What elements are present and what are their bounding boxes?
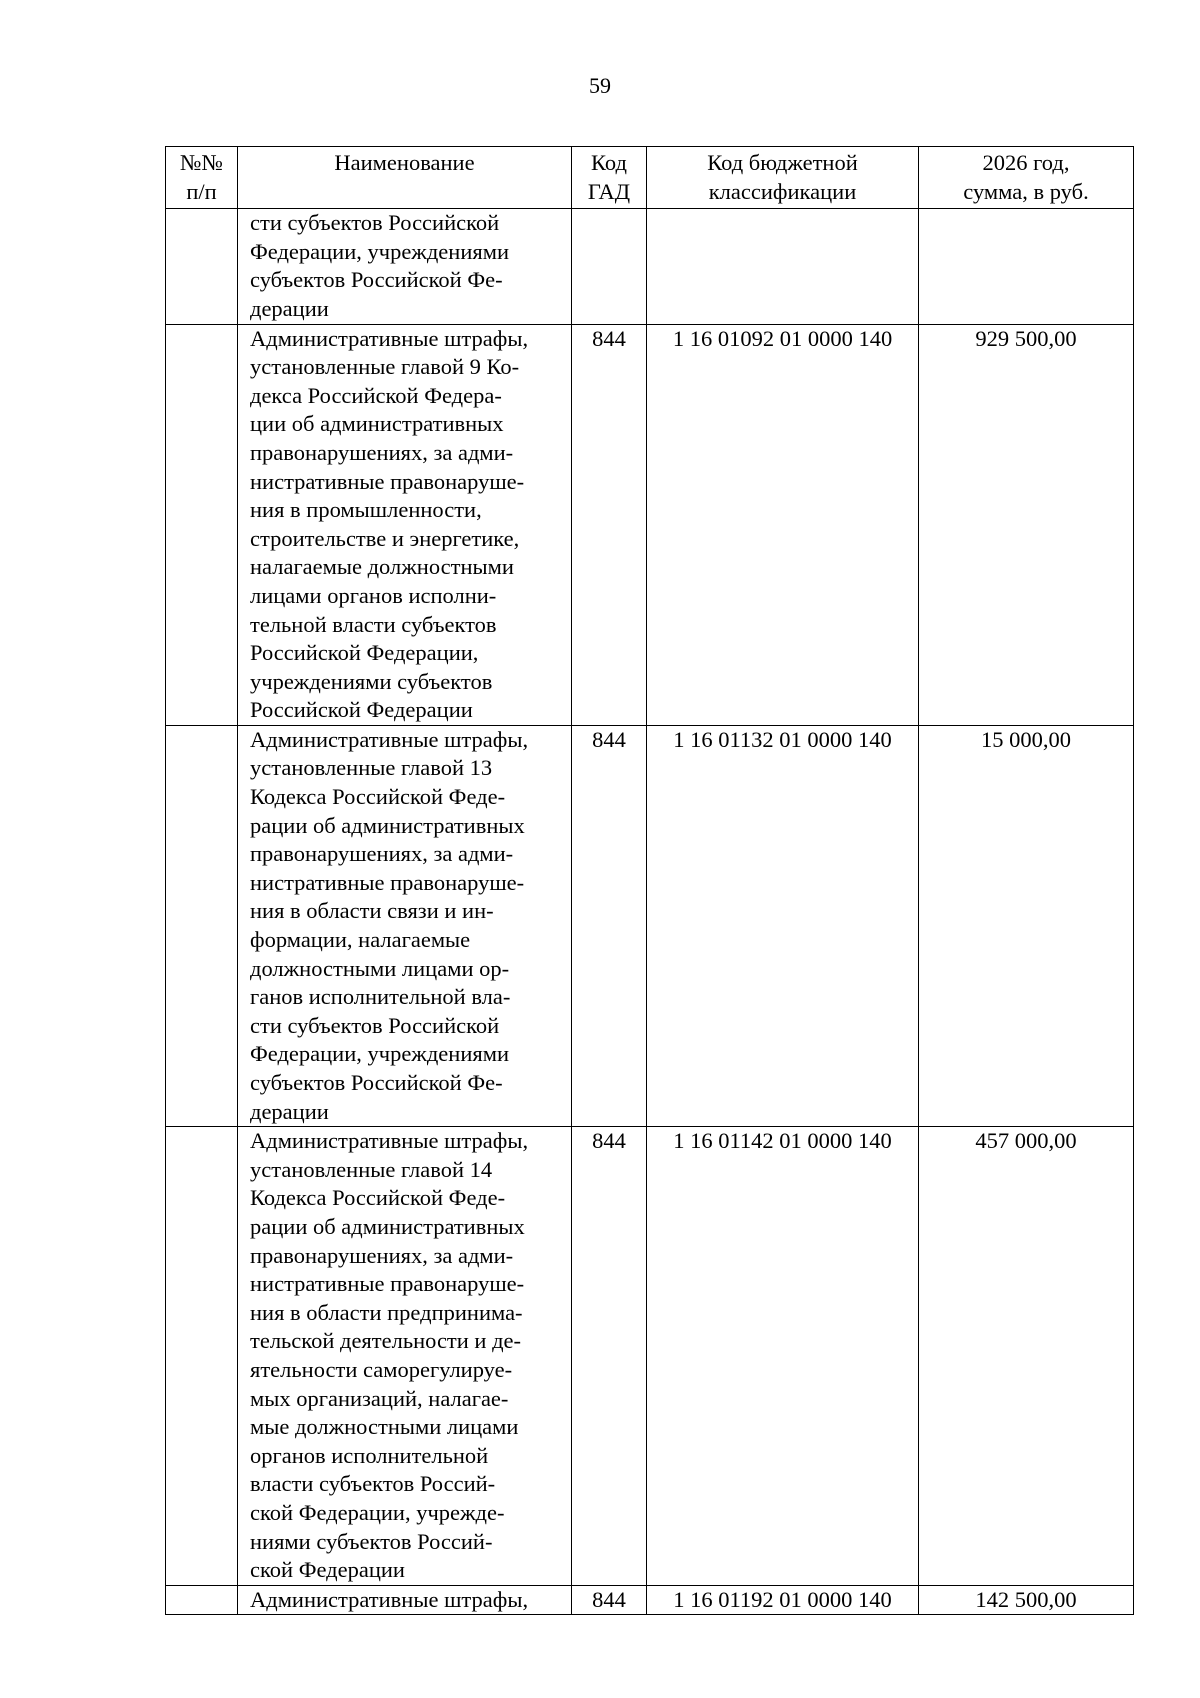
header-gad [572, 147, 647, 209]
row-name-line: установленные главой 13 [250, 755, 493, 781]
row-name-line: нистративные правонаруше- [250, 468, 525, 494]
row-name-line: Российской Федерации, [250, 640, 479, 666]
row-name-line: нистративные правонаруше- [250, 1271, 525, 1297]
row-name-line: ции об административных [250, 411, 504, 437]
row-name-line: рации об административных [250, 812, 525, 838]
row-name-line: ской Федерации, учрежде- [250, 1499, 505, 1525]
row-name-line: сти субъектов Российской [250, 1012, 500, 1038]
row-name-line: Административные штрафы, [250, 1128, 529, 1154]
page-number: 59 [589, 73, 611, 98]
row-sum-cell [919, 209, 1134, 324]
row-name-line: мые должностными лицами [250, 1414, 519, 1440]
header-kbk-line: Код бюджетной [707, 150, 858, 175]
row-name-line: ниями субъектов Россий- [250, 1528, 493, 1554]
row-kbk-cell: 1 16 01132 01 0000 140 [647, 725, 919, 1126]
row-name-line: формации, налагаемые [250, 927, 471, 953]
row-name-line: Федерации, учреждениями [250, 238, 510, 264]
row-name-line: установленные главой 9 Ко- [250, 354, 520, 380]
row-name-line: дерации [250, 1098, 329, 1124]
row-kbk-cell: 1 16 01142 01 0000 140 [647, 1127, 919, 1586]
row-gad-cell: 844 [572, 1127, 647, 1586]
row-num-cell [166, 324, 238, 725]
row-gad-cell: 844 [572, 324, 647, 725]
header-name-line: Наименование [334, 150, 475, 175]
row-name-line: ния в промышленности, [250, 497, 482, 523]
row-kbk-cell: 1 16 01092 01 0000 140 [647, 324, 919, 725]
row-num-cell [166, 1585, 238, 1615]
row-name-line: правонарушениях, за адми- [250, 1242, 514, 1268]
budget-table [165, 146, 1134, 1615]
header-num-line: п/п [186, 178, 217, 204]
table-row [166, 209, 1134, 324]
row-name-line: учреждениями субъектов [250, 668, 493, 694]
row-name-line: рации об административных [250, 1213, 525, 1239]
row-name-line: правонарушениях, за адми- [250, 439, 514, 465]
row-name-line: правонарушениях, за адми- [250, 841, 514, 867]
row-num-cell [166, 209, 238, 324]
row-sum-cell: 457 000,00 [919, 1127, 1134, 1586]
row-name-line: ской Федерации [250, 1557, 405, 1583]
row-name-line: субъектов Российской Фе- [250, 267, 503, 293]
row-name-line: сти субъектов Российской [250, 210, 500, 236]
row-num-cell [166, 1127, 238, 1586]
header-gad-line: ГАД [587, 178, 631, 204]
row-name-line: декса Российской Федера- [250, 382, 502, 408]
row-name-line: установленные главой 14 [250, 1156, 493, 1182]
row-gad-cell: 844 [572, 725, 647, 1126]
header-kbk [647, 147, 919, 209]
row-name-line: органов исполнительной [250, 1442, 489, 1468]
row-name-line: тельной власти субъектов [250, 611, 497, 637]
row-name-line: ганов исполнительной вла- [250, 984, 511, 1010]
header-name [238, 147, 572, 209]
row-name-line: ятельности саморегулируе- [250, 1356, 513, 1382]
header-gad-line: Код [591, 150, 627, 175]
row-name-line: Кодекса Российской Феде- [250, 784, 506, 810]
row-name-line: должностными лицами ор- [250, 955, 510, 981]
row-name-line: Административные штрафы, [250, 1586, 529, 1612]
row-name-line: Административные штрафы, [250, 726, 529, 752]
row-name-line: Федерации, учреждениями [250, 1041, 510, 1067]
row-sum-cell: 142 500,00 [919, 1585, 1134, 1615]
header-num [166, 147, 238, 209]
table-header-row [166, 147, 1134, 209]
table-row [166, 1585, 1134, 1615]
row-name-line: налагаемые должностными [250, 554, 514, 580]
row-name-cell [238, 209, 572, 324]
row-name-line: ния в области связи и ин- [250, 898, 494, 924]
row-name-line: дерации [250, 295, 329, 321]
row-name-line: ния в области предпринима- [250, 1299, 523, 1325]
row-sum-cell: 15 000,00 [919, 725, 1134, 1126]
row-name-line: мых организаций, налагае- [250, 1385, 509, 1411]
row-name-line: лицами органов исполни- [250, 582, 497, 608]
table-row [166, 1127, 1134, 1586]
row-name-line: субъектов Российской Фе- [250, 1070, 503, 1095]
row-gad-cell [572, 209, 647, 324]
row-name-cell [238, 725, 572, 1126]
table-row [166, 324, 1134, 725]
row-name-line: тельской деятельности и де- [250, 1328, 522, 1354]
table-row [166, 725, 1134, 1126]
row-name-cell [238, 324, 572, 725]
header-kbk-line: классификации [708, 178, 857, 204]
row-num-cell [166, 725, 238, 1126]
row-gad-cell: 844 [572, 1585, 647, 1615]
row-name-line: Кодекса Российской Феде- [250, 1185, 506, 1211]
row-name-line: нистративные правонаруше- [250, 869, 525, 895]
row-kbk-cell: 1 16 01192 01 0000 140 [647, 1585, 919, 1615]
table-body [166, 209, 1134, 1615]
row-sum-cell: 929 500,00 [919, 324, 1134, 725]
row-name-line: власти субъектов Россий- [250, 1471, 496, 1497]
header-sum-line: 2026 год, [982, 150, 1070, 175]
row-name-cell [238, 1585, 572, 1615]
header-sum-line: сумма, в руб. [963, 178, 1089, 204]
header-sum [919, 147, 1134, 209]
header-num-line: №№ [180, 150, 223, 175]
row-name-line: строительстве и энергетике, [250, 525, 520, 551]
row-name-line: Российской Федерации [250, 697, 473, 723]
row-name-cell [238, 1127, 572, 1586]
row-name-line: Административные штрафы, [250, 325, 529, 351]
row-kbk-cell [647, 209, 919, 324]
